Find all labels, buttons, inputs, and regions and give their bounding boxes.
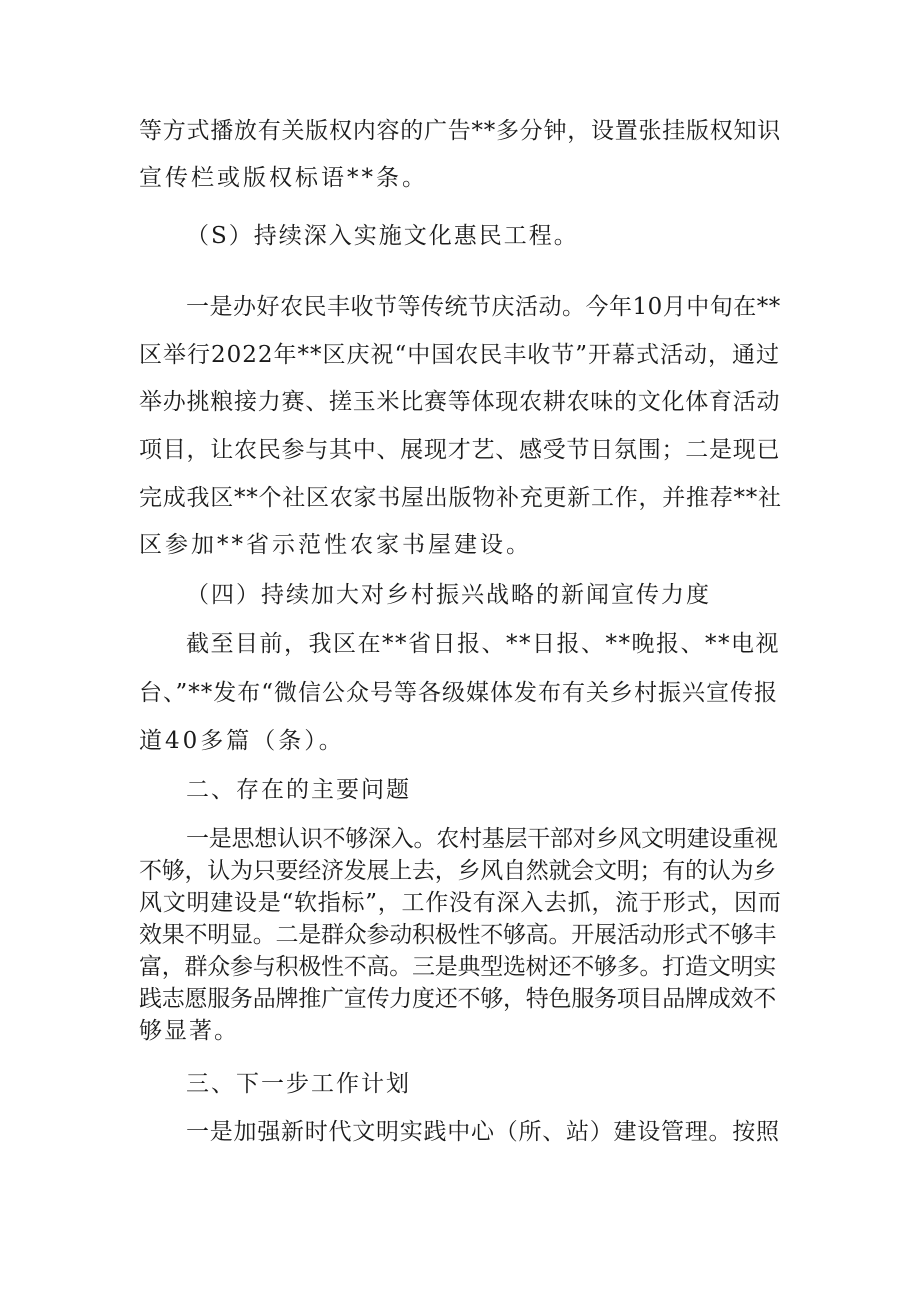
paragraph-3-line-1: 截至目前，我区在**省日报、**日报、**晚报、**电视 xyxy=(186,631,780,657)
paragraph-1-line-2: 宣传栏或版权标语**条。 xyxy=(139,165,428,191)
paragraph-3-line-2: 台、”**发布“微信公众号等各级媒体发布有关乡村振兴宣传报 xyxy=(139,680,779,706)
paragraph-2-line-2: 区举行2022年**区庆祝“中国农民丰收节”开幕式活动，通过 xyxy=(139,342,781,368)
paragraph-2-line-1: 一是办好农民丰收节等传统节庆活动。今年10月中旬在** xyxy=(186,294,781,320)
paragraph-4-line-6: 践志愿服务品牌推广宣传力度还不够，特色服务项目品牌成效不 xyxy=(139,986,776,1012)
paragraph-4-line-3: 风文明建设是“软指标”，工作没有深入去抓，流于形式，因而 xyxy=(139,890,782,916)
paragraph-2-line-6: 区参加**省示范性农家书屋建设。 xyxy=(139,532,532,558)
paragraph-2-line-4: 项目，让农民参与其中、展现才艺、感受节日氛围；二是现已 xyxy=(139,437,781,463)
paragraph-4-line-2: 不够，认为只要经济发展上去，乡风自然就会文明；有的认为乡 xyxy=(139,858,776,884)
section-heading-plan: 三、下一步工作计划 xyxy=(186,1071,411,1097)
paragraph-5-line-1: 一是加强新时代文明实践中心（所、站）建设管理。按照 xyxy=(186,1119,780,1145)
paragraph-1-line-1: 等方式播放有关版权内容的广告**多分钟，设置张挂版权知识 xyxy=(139,118,781,144)
paragraph-4-line-5: 富，群众参与积极性不高。三是典型选树还不够多。打造文明实 xyxy=(139,954,776,980)
paragraph-4-line-1: 一是思想认识不够深入。农村基层干部对乡风文明建设重视 xyxy=(186,826,778,852)
paragraph-4-line-4: 效果不明显。二是群众参动积极性不够高。开展活动形式不够丰 xyxy=(139,922,776,948)
paragraph-2-line-3: 举办挑粮接力赛、搓玉米比赛等体现农耕农味的文化体育活动 xyxy=(139,389,781,415)
paragraph-3-line-3: 道40多篇（条）。 xyxy=(139,728,345,754)
paragraph-4-line-7: 够显著。 xyxy=(139,1018,239,1044)
section-heading-problems: 二、存在的主要问题 xyxy=(186,777,411,803)
section-heading-news: （四）持续加大对乡村振兴战略的新闻宣传力度 xyxy=(186,582,711,608)
section-heading-culture: （S）持续深入实施文化惠民工程。 xyxy=(186,223,579,249)
paragraph-2-line-5: 完成我区**个社区农家书屋出版物补充更新工作，并推荐**社 xyxy=(139,485,782,511)
